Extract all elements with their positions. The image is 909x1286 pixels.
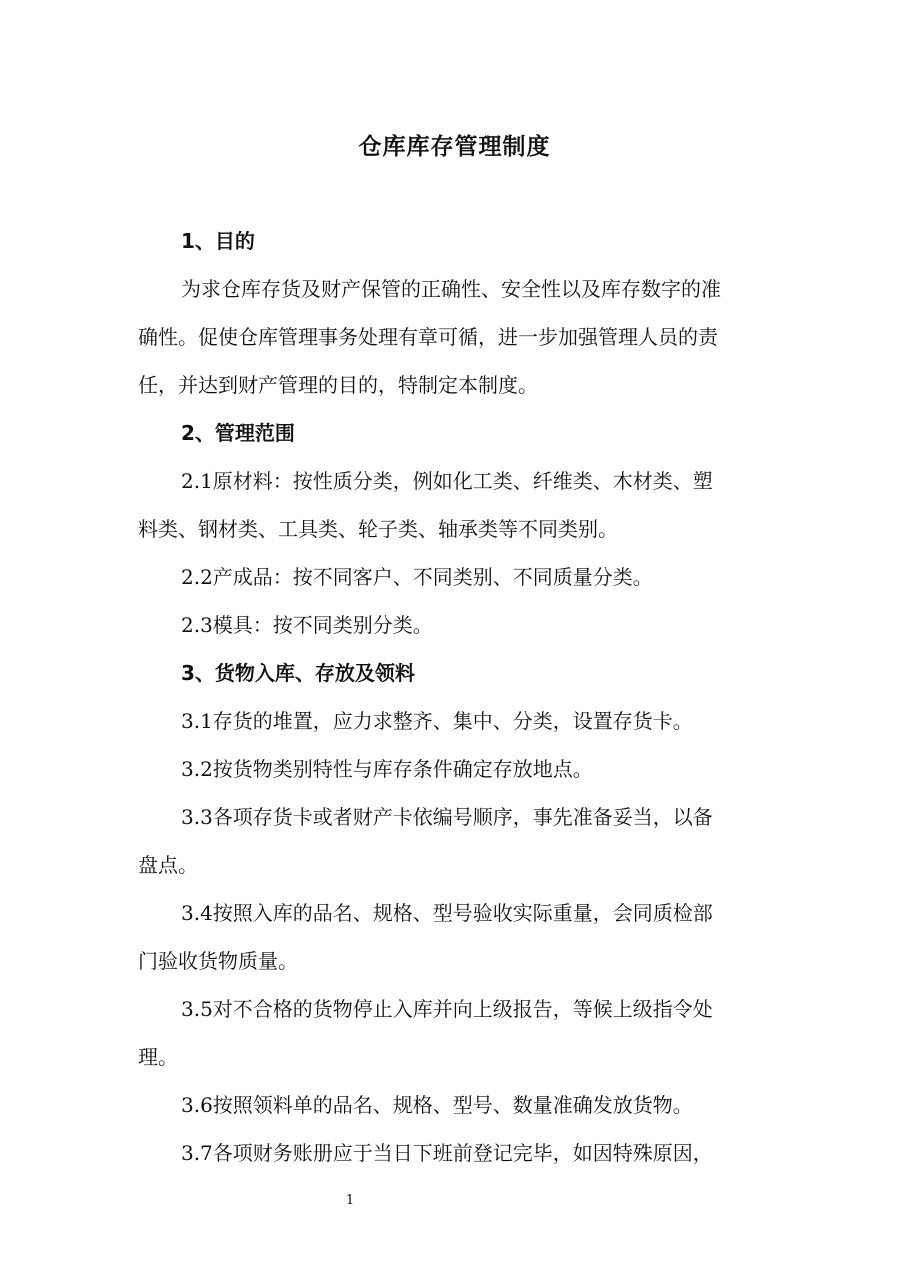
document-title: 仓库库存管理制度 — [358, 134, 551, 160]
paragraph-line: 3.7各项财务账册应于当日下班前登记完毕，如因特殊原因， — [181, 1141, 713, 1165]
paragraph-line: 2.2产成品：按不同客户、不同类别、不同质量分类。 — [181, 565, 653, 589]
paragraph-line: 2.3模具：按不同类别分类。 — [181, 613, 433, 637]
paragraph-line: 料类、钢材类、工具类、轮子类、轴承类等不同类别。 — [138, 517, 618, 541]
paragraph-line: 为求仓库存货及财产保管的正确性、安全性以及库存数字的准 — [181, 277, 721, 301]
page-number: 1 — [345, 1193, 355, 1208]
paragraph-line: 理。 — [138, 1045, 178, 1069]
paragraph-line: 3.3各项存货卡或者财产卡依编号顺序，事先准备妥当，以备 — [181, 805, 713, 829]
paragraph-line: 3.2按货物类别特性与库存条件确定存放地点。 — [181, 757, 593, 781]
paragraph-line: 2.1原材料：按性质分类，例如化工类、纤维类、木材类、塑 — [181, 469, 713, 493]
paragraph-line: 盘点。 — [138, 853, 198, 877]
paragraph-line: 3.4按照入库的品名、规格、型号验收实际重量，会同质检部 — [181, 901, 713, 925]
paragraph-line: 确性。促使仓库管理事务处理有章可循，进一步加强管理人员的责 — [138, 325, 718, 349]
section-heading-purpose: 1、目的 — [181, 229, 255, 253]
section-heading-storage: 3、货物入库、存放及领料 — [181, 661, 415, 685]
paragraph-line: 门验收货物质量。 — [138, 949, 298, 973]
paragraph-line: 3.1存货的堆置，应力求整齐、集中、分类，设置存货卡。 — [181, 709, 693, 733]
paragraph-line: 任，并达到财产管理的目的，特制定本制度。 — [138, 373, 538, 397]
paragraph-line: 3.5对不合格的货物停止入库并向上级报告，等候上级指令处 — [181, 997, 713, 1021]
paragraph-line: 3.6按照领料单的品名、规格、型号、数量准确发放货物。 — [181, 1093, 693, 1117]
section-heading-scope: 2、管理范围 — [181, 421, 295, 445]
